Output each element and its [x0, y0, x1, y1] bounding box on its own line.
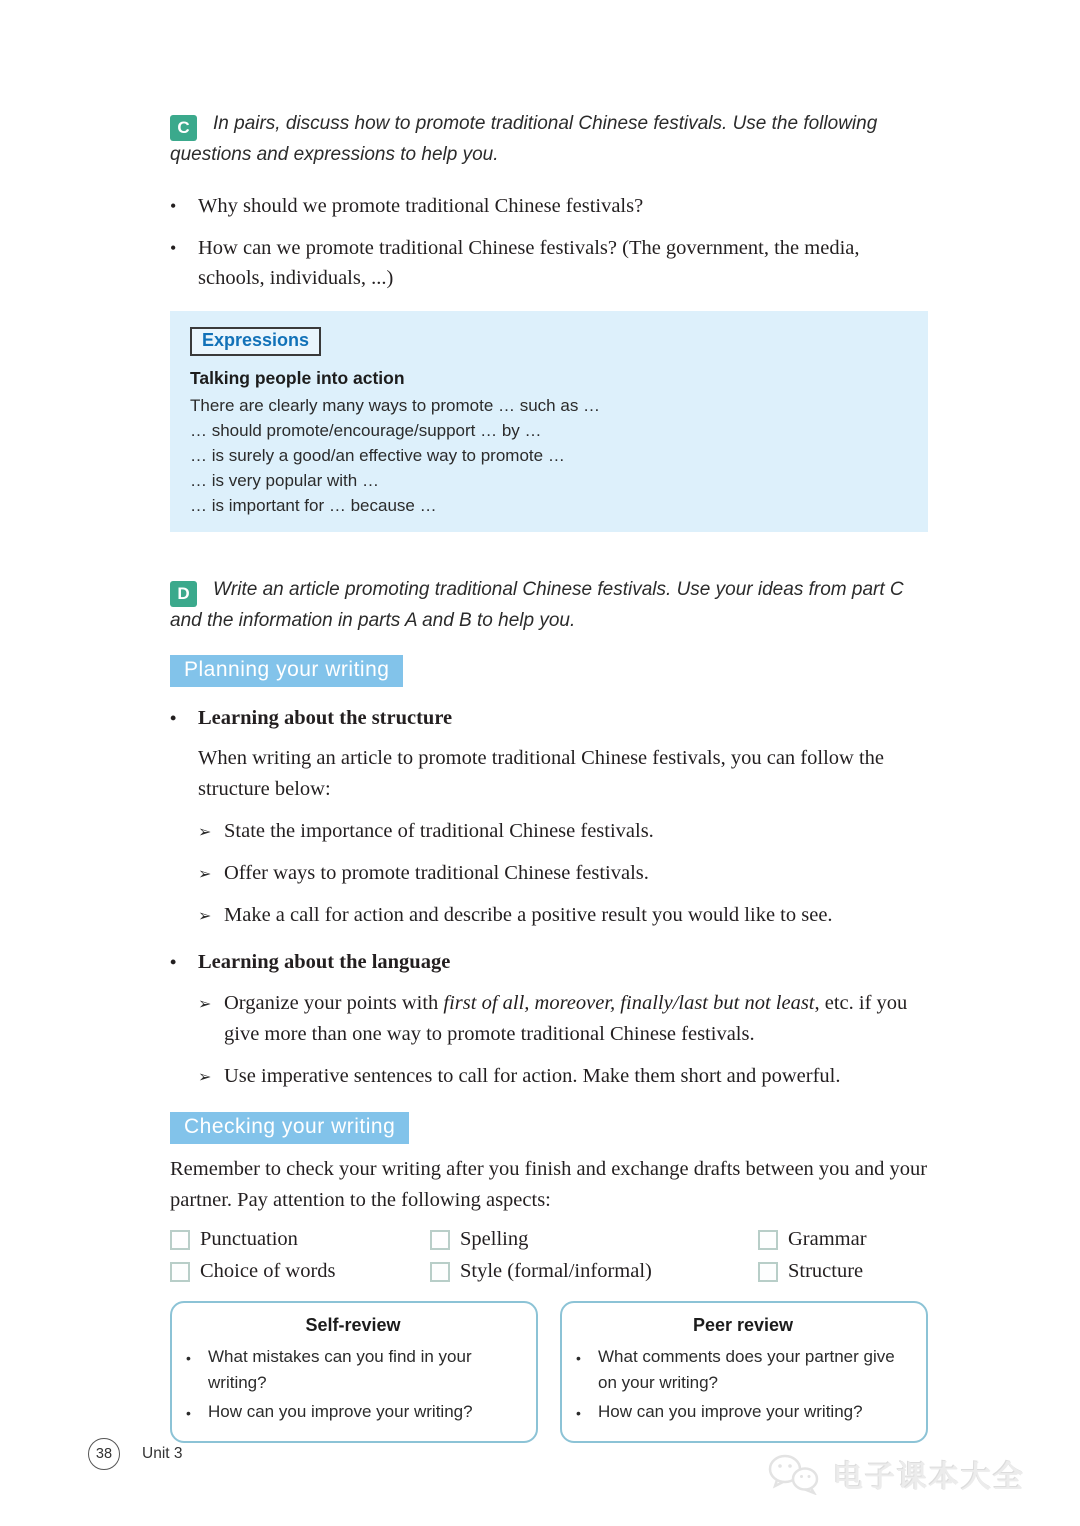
aspect-structure [758, 1260, 928, 1283]
expression-line: … is important for … because … [190, 496, 437, 515]
list-item [576, 1399, 910, 1426]
expressions-title: Talking people into action [190, 368, 405, 388]
structure-heading-row [170, 703, 928, 733]
list-item [170, 233, 928, 293]
arrow-bullet-icon: ➢ [198, 1067, 212, 1086]
aspect-label: Structure [788, 1260, 864, 1282]
aspect-punctuation [170, 1228, 430, 1251]
watermark [767, 1452, 1025, 1496]
arrow-bullet-icon: ➢ [198, 994, 212, 1013]
aspect-label: Choice of words [200, 1260, 336, 1282]
page-content [170, 0, 928, 1443]
structure-intro: When writing an article to promote traditional Chinese festivals, you can follow the structure below: [198, 747, 884, 800]
bullet-dot-icon: • [170, 196, 177, 216]
aspect-label: Spelling [460, 1228, 529, 1250]
list-item [198, 858, 928, 889]
bullet-dot-icon: • [170, 708, 177, 728]
checkbox-grammar[interactable] [758, 1230, 778, 1250]
aspect-spelling [430, 1228, 758, 1251]
review-boxes-row [170, 1301, 928, 1443]
section-c-badge: C [170, 115, 197, 141]
page-number-badge: 38 [88, 1438, 120, 1470]
expression-line: … is very popular with … [190, 471, 379, 490]
checkbox-structure[interactable] [758, 1262, 778, 1282]
review-question: How can you improve your writing? [598, 1402, 863, 1421]
structure-heading: Learning about the structure [198, 707, 453, 729]
checkbox-punctuation[interactable] [170, 1230, 190, 1250]
bullet-dot-icon: • [170, 952, 177, 972]
question-text: How can we promote traditional Chinese festivals? (The government, the media, schools, individuals, ...) [198, 237, 860, 289]
self-review-title: Self-review [305, 1315, 401, 1335]
language-heading: Learning about the language [198, 951, 451, 973]
expression-line: There are clearly many ways to promote … such as … [190, 396, 601, 415]
list-item [186, 1399, 520, 1426]
checking-header: Checking your writing [170, 1112, 409, 1144]
bullet-dot-icon: • [576, 1350, 581, 1366]
list-item [576, 1344, 910, 1396]
expression-line: … is surely a good/an effective way to promote … [190, 446, 565, 465]
aspect-choice-of-words [170, 1260, 430, 1283]
list-item [198, 900, 928, 931]
language-heading-row [170, 947, 928, 977]
aspect-label: Grammar [788, 1228, 867, 1250]
list-item [198, 1061, 928, 1092]
section-d-instruction-block [170, 576, 928, 635]
arrow-bullet-icon: ➢ [198, 906, 212, 925]
language-point-suffix: , etc. if you give more than one way to promote traditional Chinese festivals. [224, 992, 908, 1045]
review-question: What mistakes can you find in your writing? [208, 1347, 472, 1392]
section-d-badge: D [170, 581, 197, 607]
aspect-grammar [758, 1228, 928, 1251]
expression-line: … should promote/encourage/support … by … [190, 421, 542, 440]
arrow-bullet-icon: ➢ [198, 864, 212, 883]
unit-label: Unit 3 [142, 1445, 183, 1462]
section-c-instruction-block [170, 110, 928, 169]
language-point-linkers: first of all, moreover, finally/last but not least [443, 992, 815, 1014]
list-item [186, 1344, 520, 1396]
language-point [224, 988, 928, 1050]
section-d-instruction: Write an article promoting traditional Chinese festivals. Use your ideas from part C and the information in parts A and B to help you. [170, 579, 904, 631]
checkbox-choice-of-words[interactable] [170, 1262, 190, 1282]
expressions-lines [190, 393, 906, 518]
language-point-prefix: Organize your points with [224, 992, 444, 1014]
planning-header: Planning your writing [170, 655, 403, 687]
aspect-style [430, 1260, 758, 1283]
checking-aspects-grid [170, 1228, 928, 1283]
expressions-box [170, 311, 928, 532]
checkbox-style[interactable] [430, 1262, 450, 1282]
structure-point: State the importance of traditional Chinese festivals. [224, 820, 654, 842]
list-item [170, 191, 928, 221]
section-c-instruction: In pairs, discuss how to promote traditional Chinese festivals. Use the following questions and expressions to help you. [170, 113, 878, 165]
aspect-label: Punctuation [200, 1228, 298, 1250]
bullet-dot-icon: • [186, 1350, 191, 1366]
language-point: Use imperative sentences to call for action. Make them short and powerful. [224, 1065, 841, 1087]
watermark-text: 电子课本大全 [833, 1461, 1025, 1494]
list-item [198, 816, 928, 847]
question-text: Why should we promote traditional Chinese festivals? [198, 195, 644, 217]
structure-point: Offer ways to promote traditional Chinese festivals. [224, 862, 649, 884]
page-footer [88, 1438, 183, 1470]
bullet-dot-icon: • [170, 238, 177, 258]
chat-bubbles-icon [767, 1453, 823, 1495]
peer-review-title: Peer review [692, 1315, 794, 1335]
peer-review-box [560, 1301, 928, 1443]
review-question: What comments does your partner give on your writing? [598, 1347, 895, 1392]
checkbox-spelling[interactable] [430, 1230, 450, 1250]
bullet-dot-icon: • [576, 1405, 581, 1421]
arrow-bullet-icon: ➢ [198, 822, 212, 841]
self-review-box [170, 1301, 538, 1443]
section-c-questions [170, 191, 928, 293]
bullet-dot-icon: • [186, 1405, 191, 1421]
review-question: How can you improve your writing? [208, 1402, 473, 1421]
list-item [198, 988, 928, 1050]
structure-point: Make a call for action and describe a positive result you would like to see. [224, 904, 833, 926]
checking-intro: Remember to check your writing after you finish and exchange drafts between you and your partner. Pay attention to the following aspects: [170, 1158, 928, 1211]
aspect-label: Style (formal/informal) [460, 1260, 652, 1282]
expressions-label: Expressions [190, 327, 321, 356]
